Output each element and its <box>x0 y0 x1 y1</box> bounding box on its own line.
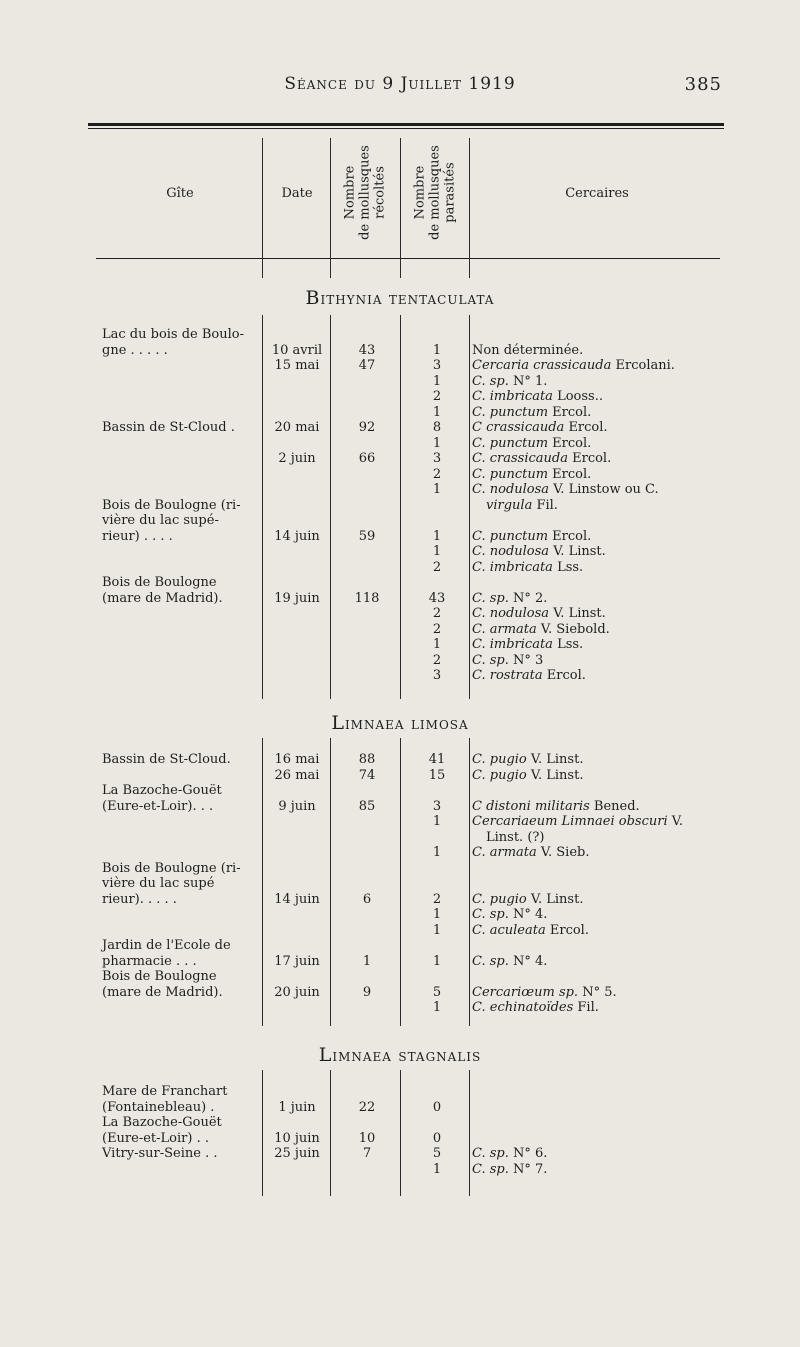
cell-date: 10 avril <box>271 342 323 358</box>
cell-parasites: 0 <box>432 1130 442 1146</box>
cell-gite: Bassin de St-Cloud . <box>102 420 235 435</box>
column-divider <box>262 315 263 699</box>
cell-date: 2 juin <box>278 451 316 466</box>
table-top-rule-thin <box>88 128 724 129</box>
column-divider <box>262 738 263 1026</box>
cell-parasites: 15 <box>428 767 446 783</box>
cell-gite: Mare de Franchart <box>102 1084 228 1099</box>
cell-cercaires: C. echinatoïdes Fil. <box>472 1000 599 1015</box>
column-divider <box>262 138 263 278</box>
cell-date: 9 juin <box>278 798 316 814</box>
running-title: Séance du 9 Juillet 1919 <box>284 74 516 94</box>
cell-cercaires: C. nodulosa V. Linstow ou C. <box>472 482 659 497</box>
cell-gite: pharmacie . . . <box>102 953 197 969</box>
cell-recoltes: 66 <box>358 451 376 466</box>
cell-gite: (mare de Madrid). <box>102 590 223 606</box>
cell-parasites: 1 <box>432 1161 442 1177</box>
column-header-cercaires: Cercaires <box>565 186 629 201</box>
column-divider <box>469 138 470 278</box>
cell-parasites: 43 <box>428 590 446 606</box>
cell-cercaires: C. armata V. Siebold. <box>472 621 610 637</box>
cell-recoltes: 9 <box>362 984 372 1000</box>
column-header-recoltes-line1: Nombre <box>342 165 358 220</box>
cell-date: 26 mai <box>274 767 320 783</box>
cell-cercaires: C. imbricata Looss.. <box>472 389 603 404</box>
cell-parasites: 1 <box>432 845 442 860</box>
cell-cercaires: C. punctum Ercol. <box>472 528 592 544</box>
cell-recoltes: 43 <box>358 342 376 358</box>
column-divider <box>330 138 331 278</box>
cell-cercaires: Cercariœum sp. N° 5. <box>472 984 617 1000</box>
section-title-stagnalis <box>0 1044 800 1066</box>
cell-recoltes: 85 <box>358 798 376 814</box>
cell-parasites: 0 <box>432 1099 442 1115</box>
cell-parasites: 8 <box>432 420 442 435</box>
cell-date: 25 juin <box>274 1146 320 1161</box>
column-divider <box>262 1070 263 1196</box>
cell-parasites: 1 <box>432 922 442 938</box>
cell-cercaires: C. punctum Ercol. <box>472 435 592 451</box>
cell-gite: Lac du bois de Boulo- <box>102 327 245 342</box>
cell-gite: (Eure-et-Loir). . . <box>102 798 214 814</box>
cell-gite: vière du lac supé <box>102 876 215 891</box>
cell-parasites: 1 <box>432 907 442 922</box>
cell-gite: La Bazoche-Gouët <box>102 783 222 798</box>
cell-parasites: 3 <box>432 358 442 373</box>
cell-parasites: 1 <box>432 404 442 420</box>
cell-cercaires: C. sp. N° 7. <box>472 1161 548 1177</box>
cell-parasites: 2 <box>432 652 442 668</box>
cell-cercaires: Non déterminée. <box>472 342 584 358</box>
cell-cercaires: Linst. (?) <box>486 829 545 845</box>
cell-gite: rieur). . . . . <box>102 891 177 907</box>
cell-gite: Vitry-sur-Seine . . <box>102 1146 218 1161</box>
cell-cercaires: C. sp. N° 1. <box>472 373 548 389</box>
cell-gite: (mare de Madrid). <box>102 984 223 1000</box>
cell-parasites: 2 <box>432 466 442 482</box>
cell-date: 1 juin <box>278 1099 316 1115</box>
cell-parasites: 3 <box>432 798 442 814</box>
cell-recoltes: 7 <box>362 1146 372 1161</box>
cell-date: 15 mai <box>274 358 320 373</box>
cell-gite: gne . . . . . <box>102 342 168 358</box>
cell-cercaires: Cercaria crassicauda Ercolani. <box>472 358 675 373</box>
cell-cercaires: C. crassicauda Ercol. <box>472 451 612 466</box>
column-header-date: Date <box>281 186 313 201</box>
cell-parasites: 2 <box>432 389 442 404</box>
cell-gite: La Bazoche-Gouët <box>102 1115 222 1130</box>
column-header-parasites-line1: Nombre <box>412 165 428 220</box>
section-title-rest: ithynia tentaculata <box>320 289 495 309</box>
cell-recoltes: 1 <box>362 953 372 969</box>
column-divider <box>400 138 401 278</box>
column-header-recoltes <box>343 128 388 258</box>
cell-date: 14 juin <box>274 891 320 907</box>
column-divider <box>330 738 331 1026</box>
cell-cercaires: C. pugio V. Linst. <box>472 891 584 907</box>
cell-recoltes: 92 <box>358 420 376 435</box>
cell-parasites: 1 <box>432 373 442 389</box>
cell-date: 20 juin <box>274 984 320 1000</box>
cell-gite: Bois de Boulogne (ri- <box>102 860 241 876</box>
cell-parasites: 1 <box>432 342 442 358</box>
cell-gite: vière du lac supé- <box>102 513 219 528</box>
cell-parasites: 2 <box>432 559 442 575</box>
cell-date: 17 juin <box>274 953 320 969</box>
column-header-recoltes-line3: récoltés <box>372 166 388 219</box>
section-title-rest: imnaea stagnalis <box>332 1046 482 1066</box>
cell-date: 14 juin <box>274 528 320 544</box>
cell-cercaires: C. sp. N° 4. <box>472 953 548 969</box>
cell-recoltes: 22 <box>358 1099 376 1115</box>
section-title-limosa <box>0 712 800 734</box>
cell-date: 10 juin <box>274 1130 320 1146</box>
cell-cercaires: C. imbricata Lss. <box>472 637 584 652</box>
cell-parasites: 5 <box>432 1146 442 1161</box>
cell-recoltes: 118 <box>354 590 380 606</box>
cell-gite: Bois de Boulogne (ri- <box>102 497 241 513</box>
cell-parasites: 2 <box>432 621 442 637</box>
cell-recoltes: 74 <box>358 767 376 783</box>
column-divider <box>400 315 401 699</box>
cell-gite: rieur) . . . . <box>102 528 173 544</box>
cell-parasites: 2 <box>432 891 442 907</box>
column-divider <box>330 315 331 699</box>
cell-parasites: 41 <box>428 752 446 767</box>
cell-cercaires: C. punctum Ercol. <box>472 404 592 420</box>
cell-parasites: 1 <box>432 435 442 451</box>
cell-recoltes: 88 <box>358 752 376 767</box>
column-header-parasites-line3: parasités <box>442 162 458 223</box>
cell-parasites: 1 <box>432 528 442 544</box>
cell-date: 16 mai <box>274 752 320 767</box>
section-title-rest: imnaea limosa <box>344 714 469 734</box>
column-header-parasites <box>413 128 458 258</box>
cell-cercaires: virgula Fil. <box>486 497 558 513</box>
cell-parasites: 3 <box>432 451 442 466</box>
section-title-cap: B <box>305 287 321 309</box>
cell-cercaires: C. aculeata Ercol. <box>472 922 589 938</box>
column-divider <box>400 738 401 1026</box>
cell-recoltes: 10 <box>358 1130 376 1146</box>
cell-gite: Bois de Boulogne <box>102 575 217 590</box>
cell-parasites: 1 <box>432 1000 442 1015</box>
cell-parasites: 1 <box>432 637 442 652</box>
cell-date: 20 mai <box>274 420 320 435</box>
cell-cercaires: C. sp. N° 6. <box>472 1146 548 1161</box>
section-title-cap: L <box>331 712 345 734</box>
cell-cercaires: C. sp. N° 3 <box>472 652 544 668</box>
cell-cercaires: C crassicauda Ercol. <box>472 420 608 435</box>
cell-gite: Bassin de St-Cloud. <box>102 752 231 767</box>
cell-cercaires: C. nodulosa V. Linst. <box>472 606 606 621</box>
cell-cercaires: C. rostrata Ercol. <box>472 668 586 683</box>
cell-gite: Jardin de l'Ecole de <box>102 938 231 953</box>
cell-gite: Bois de Boulogne <box>102 969 217 984</box>
cell-parasites: 3 <box>432 668 442 683</box>
cell-recoltes: 6 <box>362 891 372 907</box>
cell-parasites: 1 <box>432 814 442 829</box>
cell-cercaires: C. sp. N° 2. <box>472 590 548 606</box>
cell-gite: (Eure-et-Loir) . . <box>102 1130 209 1146</box>
cell-cercaires: Cercariaeum Limnaei obscuri V. <box>472 814 683 829</box>
column-divider <box>330 1070 331 1196</box>
cell-parasites: 1 <box>432 482 442 497</box>
column-divider <box>400 1070 401 1196</box>
cell-recoltes: 47 <box>358 358 376 373</box>
cell-parasites: 1 <box>432 953 442 969</box>
cell-cercaires: C. imbricata Lss. <box>472 559 584 575</box>
column-header-recoltes-line2: de mollusques <box>357 145 373 240</box>
column-header-parasites-line2: de mollusques <box>427 145 443 240</box>
cell-date: 19 juin <box>274 590 320 606</box>
cell-parasites: 2 <box>432 606 442 621</box>
cell-cercaires: C. armata V. Sieb. <box>472 845 590 860</box>
cell-parasites: 1 <box>432 544 442 559</box>
section-title-bithynia <box>0 287 800 309</box>
page-number: 385 <box>684 74 722 95</box>
cell-gite: (Fontainebleau) . <box>102 1099 215 1115</box>
cell-cercaires: C. sp. N° 4. <box>472 907 548 922</box>
cell-cercaires: C distoni militaris Bened. <box>472 798 640 814</box>
column-header-gite: Gîte <box>166 186 194 201</box>
cell-parasites: 5 <box>432 984 442 1000</box>
cell-recoltes: 59 <box>358 528 376 544</box>
section-title-cap: L <box>318 1044 333 1066</box>
cell-cercaires: C. punctum Ercol. <box>472 466 592 482</box>
cell-cercaires: C. nodulosa V. Linst. <box>472 544 606 559</box>
header-bottom-rule <box>96 258 720 259</box>
cell-cercaires: C. pugio V. Linst. <box>472 767 584 783</box>
table-top-rule <box>88 123 724 126</box>
cell-cercaires: C. pugio V. Linst. <box>472 752 584 767</box>
